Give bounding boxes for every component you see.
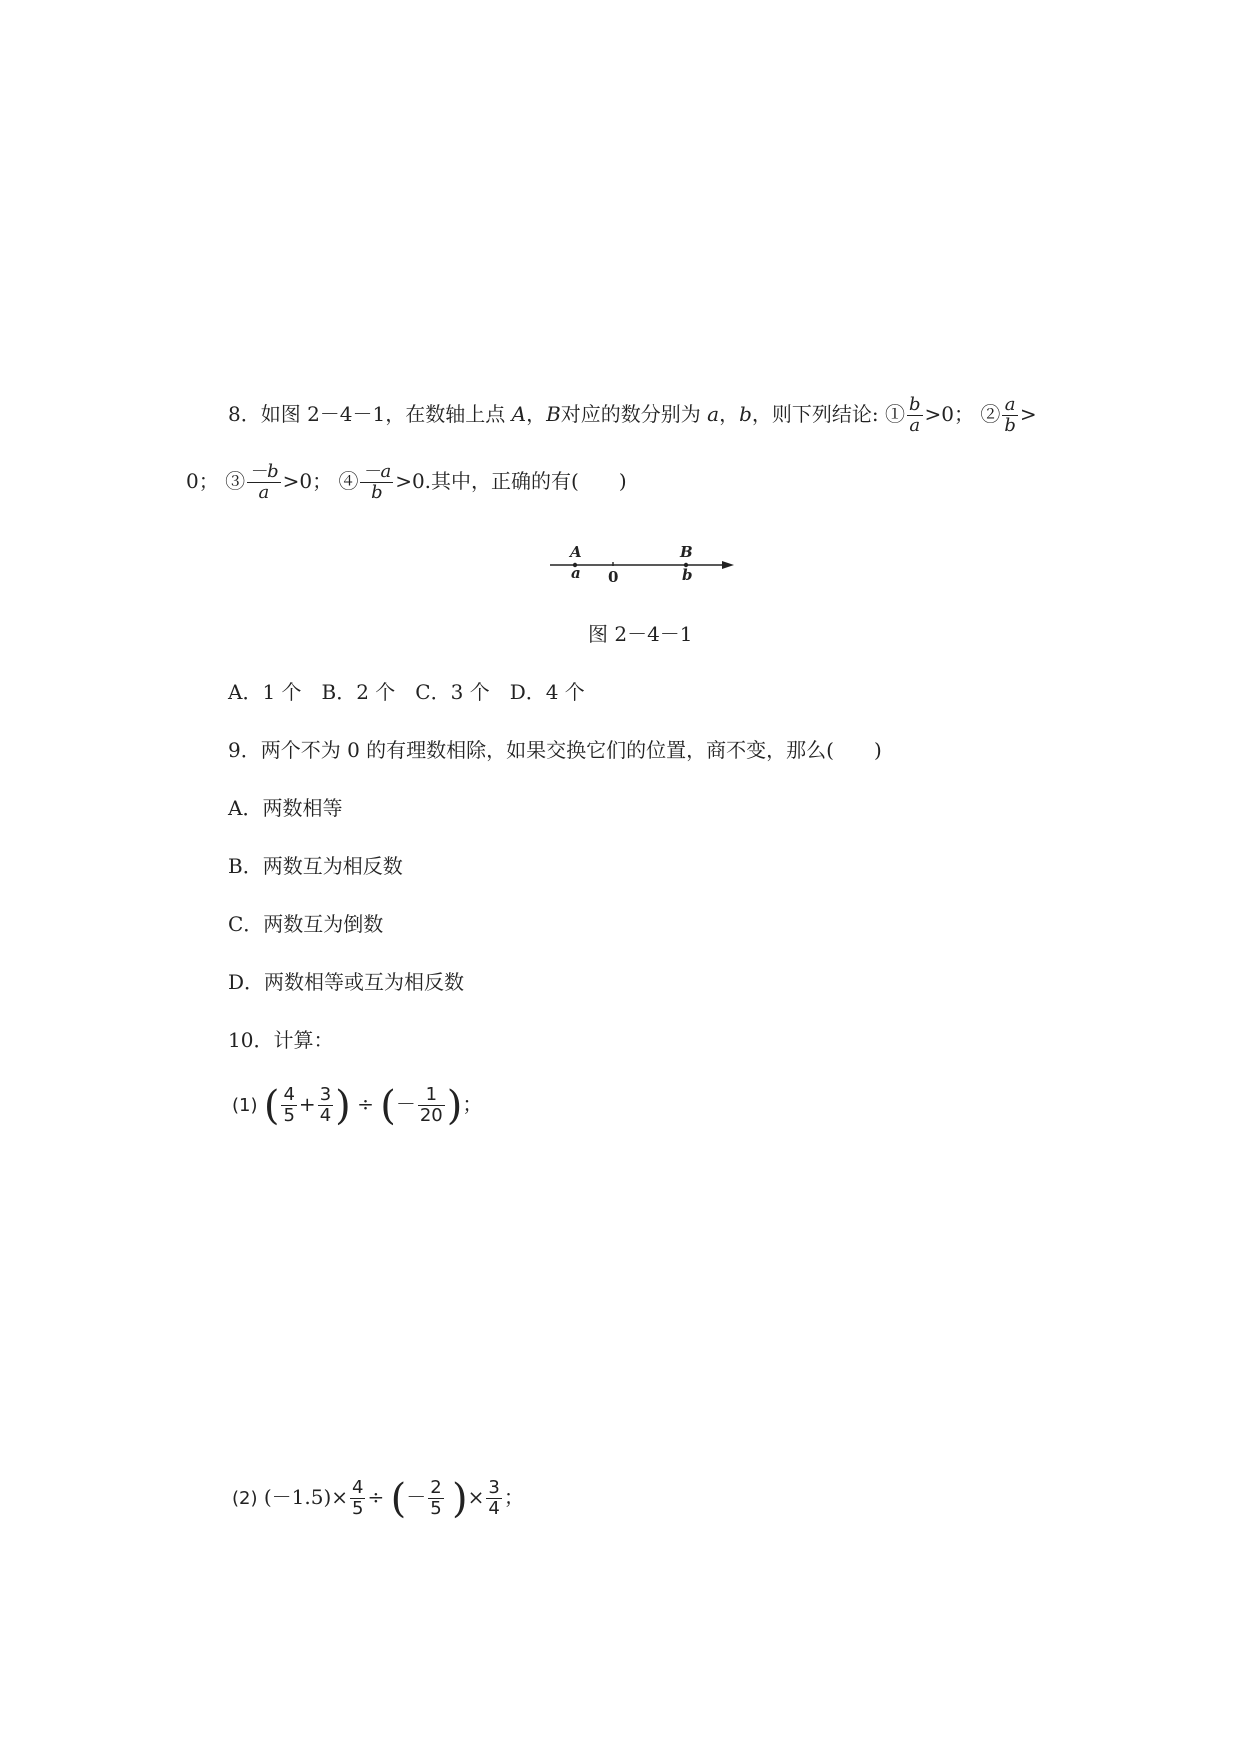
conclusion-3-tail: >0； <box>282 469 333 493</box>
q8-line2 <box>186 462 627 503</box>
part-label: (1) <box>232 1095 258 1116</box>
q10-part2 <box>232 1475 524 1522</box>
arrow-icon <box>722 561 734 569</box>
q9-option-b: B．两数互为相反数 <box>228 854 403 878</box>
q10-stem: 10．计算： <box>228 1028 334 1052</box>
fraction-numerator: 1 <box>425 1084 438 1105</box>
fraction-3-4 <box>486 1478 501 1519</box>
fraction-numerator: －b <box>249 461 279 482</box>
conclusion-2-fraction <box>1002 395 1018 436</box>
fraction-denominator: 5 <box>352 1498 364 1519</box>
times-sign: × <box>467 1485 485 1509</box>
fraction-4-5 <box>350 1478 365 1519</box>
q9-option-d: D．两数相等或互为相反数 <box>228 970 465 994</box>
fraction-3-4 <box>318 1085 333 1126</box>
fraction-denominator: 5 <box>283 1105 295 1126</box>
q9-option-a: A．两数相等 <box>228 796 343 820</box>
axis-label-a: a <box>571 564 581 582</box>
comma: ， <box>719 402 740 426</box>
fraction-numerator: 3 <box>319 1084 332 1105</box>
plus-sign: + <box>298 1092 316 1116</box>
fraction-denominator: a <box>907 415 923 436</box>
semicolon: ； <box>462 1092 483 1116</box>
fraction-denominator: a <box>247 482 281 503</box>
figure-caption: 图 2－4－1 <box>588 622 693 646</box>
q8-options: A．1 个 B．2 个 C．3 个 D．4 个 <box>228 680 585 704</box>
q9-option-c: C．两数互为倒数 <box>228 912 384 936</box>
left-paren: ( <box>263 1082 280 1129</box>
var-a: a <box>707 402 720 426</box>
conclusion-1-mark: ① <box>885 402 905 426</box>
expression-head: (－1.5)× <box>263 1485 349 1509</box>
q8-stem-start: 8．如图 2－4－1，在数轴上点 <box>228 402 506 426</box>
conclusion-1-tail: >0； <box>924 402 975 426</box>
right-paren: ) <box>446 1082 463 1129</box>
divide-sign: ÷ <box>357 1092 374 1116</box>
minus-sign: － <box>395 1092 416 1116</box>
left-paren: ( <box>390 1475 407 1522</box>
fraction-1-20 <box>418 1085 445 1126</box>
q8-stem-mid2: ，则下列结论: <box>751 402 879 426</box>
conclusion-2-mark: ② <box>980 402 1001 426</box>
conclusion-4-fraction <box>360 462 393 503</box>
divide-sign: ÷ <box>367 1485 385 1509</box>
conclusion-2-tail: > <box>1019 402 1037 426</box>
fraction-denominator: 4 <box>319 1105 332 1126</box>
var-b: b <box>739 402 752 426</box>
fraction-numerator: 4 <box>283 1084 295 1105</box>
semicolon: ； <box>503 1485 524 1509</box>
conclusion-3-mark: ③ <box>225 469 246 493</box>
fraction-denominator: b <box>1004 415 1016 436</box>
conclusion-1-fraction <box>907 395 923 436</box>
q8-line2-head: 0； <box>186 469 219 493</box>
left-paren: ( <box>380 1082 396 1129</box>
q10-part1 <box>232 1082 483 1129</box>
fraction-numerator: 4 <box>352 1477 364 1498</box>
axis-label-b: b <box>682 566 693 584</box>
fraction-denominator: 20 <box>419 1105 443 1126</box>
q8-line1 <box>228 395 1037 436</box>
q8-stem-mid: 对应的数分别为 <box>560 402 701 426</box>
axis-label-zero: 0 <box>608 568 619 586</box>
fraction-numerator: b <box>909 394 921 415</box>
fraction-denominator: 4 <box>488 1498 500 1519</box>
q9-stem: 9．两个不为 0 的有理数相除，如果交换它们的位置，商不变，那么( ) <box>228 738 882 762</box>
fraction-denominator: 5 <box>430 1498 442 1519</box>
conclusion-4-mark: ④ <box>338 469 359 493</box>
conclusion-3-fraction <box>247 462 281 503</box>
fraction-numerator: a <box>1004 394 1016 415</box>
point-a-label: A <box>511 402 527 426</box>
fraction-4-5 <box>281 1085 296 1126</box>
fraction-numerator: －a <box>362 461 392 482</box>
point-b-label: B <box>546 402 561 426</box>
fraction-denominator: b <box>360 482 393 503</box>
fraction-2-5 <box>428 1478 443 1519</box>
minus-sign: － <box>406 1485 427 1509</box>
number-line-figure <box>548 536 734 586</box>
right-paren: ) <box>452 1475 468 1522</box>
comma: ， <box>526 402 547 426</box>
conclusion-4-tail: >0.其中，正确的有( ) <box>395 469 627 493</box>
axis-label-A: A <box>570 543 582 561</box>
part-label: (2) <box>232 1488 258 1509</box>
right-paren: ) <box>335 1082 351 1129</box>
fraction-numerator: 2 <box>430 1477 442 1498</box>
fraction-numerator: 3 <box>488 1477 500 1498</box>
axis-label-B: B <box>680 543 693 561</box>
